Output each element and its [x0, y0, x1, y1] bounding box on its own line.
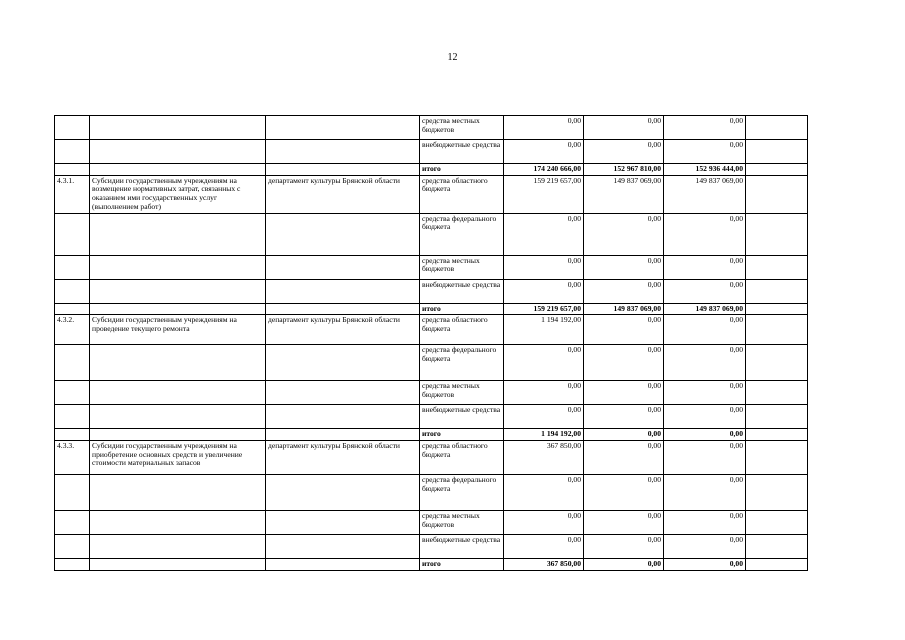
table-row [55, 381, 808, 405]
amount-year2-cell: 0,00 [584, 511, 664, 535]
empty-cell [746, 345, 808, 381]
amount-year2-cell: 0,00 [584, 405, 664, 429]
page-number: 12 [447, 52, 458, 63]
table-row [55, 175, 808, 213]
table-row [55, 511, 808, 535]
amount-year1-cell: 1 194 192,00 [504, 429, 584, 441]
total-row [55, 429, 808, 441]
table-row [55, 213, 808, 255]
executor-cell [266, 255, 420, 279]
amount-year2-cell: 0,00 [584, 535, 664, 559]
executor-cell [266, 381, 420, 405]
executor-cell [266, 405, 420, 429]
amount-year3-cell: 0,00 [664, 559, 746, 571]
amount-year2-cell: 149 837 069,00 [584, 175, 664, 213]
executor-cell [266, 164, 420, 176]
amount-year1-cell: 367 850,00 [504, 559, 584, 571]
measure-name-cell [90, 164, 266, 176]
measure-name-cell [90, 213, 266, 255]
table-body [55, 116, 808, 571]
amount-year1-cell: 0,00 [504, 535, 584, 559]
table-row [55, 116, 808, 140]
amount-year2-cell: 0,00 [584, 116, 664, 140]
empty-cell [746, 559, 808, 571]
measure-name-cell [90, 381, 266, 405]
amount-year3-cell: 0,00 [664, 441, 746, 475]
amount-year2-cell: 0,00 [584, 559, 664, 571]
row-number-cell [55, 213, 90, 255]
table-row [55, 441, 808, 475]
empty-cell [746, 535, 808, 559]
measure-name-cell [90, 429, 266, 441]
amount-year3-cell: 0,00 [664, 279, 746, 303]
funding-source-cell: внебюджетные средства [420, 140, 504, 164]
amount-year3-cell: 149 837 069,00 [664, 175, 746, 213]
row-number-cell: 4.3.1. [55, 175, 90, 213]
funding-source-cell: средства федерального бюджета [420, 475, 504, 511]
row-number-cell: 4.3.3. [55, 441, 90, 475]
amount-year1-cell: 0,00 [504, 255, 584, 279]
amount-year1-cell: 0,00 [504, 511, 584, 535]
row-number-cell [55, 116, 90, 140]
amount-year1-cell: 1 194 192,00 [504, 315, 584, 345]
amount-year3-cell: 149 837 069,00 [664, 303, 746, 315]
funding-source-cell: средства местных бюджетов [420, 381, 504, 405]
measure-name-cell [90, 303, 266, 315]
row-number-cell: 4.3.2. [55, 315, 90, 345]
measure-name-cell: Субсидии государственным учреждениям на проведение текущего ремонта [90, 315, 266, 345]
amount-year3-cell: 0,00 [664, 535, 746, 559]
measure-name-cell [90, 255, 266, 279]
table-row [55, 140, 808, 164]
total-row [55, 559, 808, 571]
amount-year3-cell: 0,00 [664, 315, 746, 345]
executor-cell: департамент культуры Брянской области [266, 441, 420, 475]
amount-year2-cell: 0,00 [584, 315, 664, 345]
row-number-cell [55, 559, 90, 571]
funding-source-cell: средства местных бюджетов [420, 116, 504, 140]
row-number-cell [55, 511, 90, 535]
row-number-cell [55, 303, 90, 315]
funding-source-cell: средства местных бюджетов [420, 255, 504, 279]
amount-year2-cell: 0,00 [584, 255, 664, 279]
amount-year2-cell: 0,00 [584, 429, 664, 441]
amount-year2-cell: 0,00 [584, 345, 664, 381]
measure-name-cell: Субсидии государственным учреждениям на возмещение нормативных затрат, связанных с оказанием ими государственных услуг (выполнением работ) [90, 175, 266, 213]
measure-name-cell: Субсидии государственным учреждениям на приобретение основных средств и увеличение стоимости материальных запасов [90, 441, 266, 475]
empty-cell [746, 213, 808, 255]
amount-year2-cell: 149 837 069,00 [584, 303, 664, 315]
measure-name-cell [90, 511, 266, 535]
funding-source-cell: средства федерального бюджета [420, 345, 504, 381]
amount-year3-cell: 0,00 [664, 405, 746, 429]
row-number-cell [55, 345, 90, 381]
amount-year3-cell: 0,00 [664, 511, 746, 535]
measure-name-cell [90, 475, 266, 511]
row-number-cell [55, 255, 90, 279]
empty-cell [746, 164, 808, 176]
measure-name-cell [90, 535, 266, 559]
amount-year3-cell: 0,00 [664, 140, 746, 164]
empty-cell [746, 303, 808, 315]
amount-year1-cell: 174 240 666,00 [504, 164, 584, 176]
executor-cell [266, 429, 420, 441]
measure-name-cell [90, 116, 266, 140]
total-row [55, 303, 808, 315]
table-row [55, 345, 808, 381]
funding-source-cell: средства областного бюджета [420, 175, 504, 213]
measure-name-cell [90, 345, 266, 381]
amount-year3-cell: 0,00 [664, 213, 746, 255]
executor-cell [266, 511, 420, 535]
row-number-cell [55, 140, 90, 164]
amount-year3-cell: 152 936 444,00 [664, 164, 746, 176]
funding-source-cell: средства областного бюджета [420, 441, 504, 475]
amount-year1-cell: 0,00 [504, 213, 584, 255]
empty-cell [746, 475, 808, 511]
amount-year2-cell: 152 967 810,00 [584, 164, 664, 176]
measure-name-cell [90, 140, 266, 164]
amount-year1-cell: 0,00 [504, 116, 584, 140]
funding-source-cell: внебюджетные средства [420, 405, 504, 429]
empty-cell [746, 429, 808, 441]
table-row [55, 535, 808, 559]
amount-year2-cell: 0,00 [584, 213, 664, 255]
row-number-cell [55, 279, 90, 303]
amount-year3-cell: 0,00 [664, 429, 746, 441]
amount-year2-cell: 0,00 [584, 381, 664, 405]
table-row [55, 279, 808, 303]
amount-year1-cell: 159 219 657,00 [504, 175, 584, 213]
executor-cell: департамент культуры Брянской области [266, 315, 420, 345]
executor-cell [266, 345, 420, 381]
row-number-cell [55, 381, 90, 405]
amount-year2-cell: 0,00 [584, 475, 664, 511]
table-row [55, 255, 808, 279]
funding-source-cell: итого [420, 164, 504, 176]
executor-cell [266, 140, 420, 164]
row-number-cell [55, 475, 90, 511]
empty-cell [746, 116, 808, 140]
executor-cell [266, 475, 420, 511]
empty-cell [746, 140, 808, 164]
funding-source-cell: итого [420, 559, 504, 571]
row-number-cell [55, 535, 90, 559]
funding-source-cell: итого [420, 303, 504, 315]
empty-cell [746, 315, 808, 345]
measure-name-cell [90, 279, 266, 303]
executor-cell [266, 535, 420, 559]
amount-year3-cell: 0,00 [664, 116, 746, 140]
amount-year1-cell: 159 219 657,00 [504, 303, 584, 315]
total-row [55, 164, 808, 176]
amount-year1-cell: 0,00 [504, 140, 584, 164]
budget-table [54, 115, 808, 571]
executor-cell [266, 559, 420, 571]
measure-name-cell [90, 405, 266, 429]
funding-source-cell: средства местных бюджетов [420, 511, 504, 535]
empty-cell [746, 279, 808, 303]
amount-year1-cell: 0,00 [504, 381, 584, 405]
executor-cell: департамент культуры Брянской области [266, 175, 420, 213]
empty-cell [746, 381, 808, 405]
amount-year1-cell: 367 850,00 [504, 441, 584, 475]
funding-source-cell: средства областного бюджета [420, 315, 504, 345]
amount-year1-cell: 0,00 [504, 279, 584, 303]
row-number-cell [55, 164, 90, 176]
amount-year2-cell: 0,00 [584, 441, 664, 475]
executor-cell [266, 279, 420, 303]
table-row [55, 475, 808, 511]
empty-cell [746, 511, 808, 535]
empty-cell [746, 255, 808, 279]
amount-year3-cell: 0,00 [664, 475, 746, 511]
empty-cell [746, 405, 808, 429]
amount-year3-cell: 0,00 [664, 255, 746, 279]
table-row [55, 405, 808, 429]
empty-cell [746, 175, 808, 213]
funding-source-cell: итого [420, 429, 504, 441]
amount-year1-cell: 0,00 [504, 475, 584, 511]
funding-source-cell: средства федерального бюджета [420, 213, 504, 255]
executor-cell [266, 116, 420, 140]
funding-source-cell: внебюджетные средства [420, 279, 504, 303]
amount-year2-cell: 0,00 [584, 279, 664, 303]
funding-source-cell: внебюджетные средства [420, 535, 504, 559]
row-number-cell [55, 405, 90, 429]
amount-year2-cell: 0,00 [584, 140, 664, 164]
amount-year3-cell: 0,00 [664, 345, 746, 381]
empty-cell [746, 441, 808, 475]
amount-year1-cell: 0,00 [504, 345, 584, 381]
executor-cell [266, 213, 420, 255]
measure-name-cell [90, 559, 266, 571]
table-row [55, 315, 808, 345]
amount-year3-cell: 0,00 [664, 381, 746, 405]
executor-cell [266, 303, 420, 315]
amount-year1-cell: 0,00 [504, 405, 584, 429]
row-number-cell [55, 429, 90, 441]
